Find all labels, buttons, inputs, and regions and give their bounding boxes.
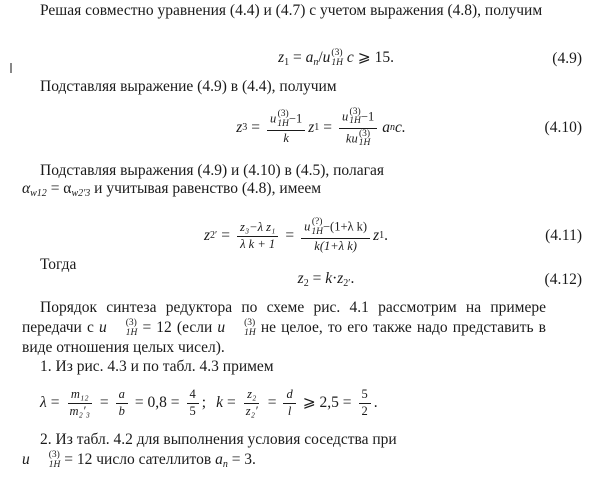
equation-4-9 [22,46,590,72]
paragraph-3-text-a: Подставляя выражения (4.9) и (4.10) в (4.5), полагая [40,162,384,179]
paragraph-7: 2. Из табл. 4.2 для выполнения условия соседства при u (3) 1H = 12 число сателлитов $a_n = 3$. [22,431,397,471]
paragraph-6 [22,358,546,376]
eq410-fraction-1: u (3) 1H −1 k [267,110,305,146]
paragraph-5: Порядок синтеза редуктора по схеме рис. 4.1 рассмотрим на примере передачи с u (3) 1H = 12 (если u (3) 1H не целое, то его также надо представить в виде отношения целых чисел). [22,299,547,357]
paragraph-1-text: Решая совместно уравнения (4.4) и (4.7) с учетом выражения (4.8), получим [40,2,543,19]
paragraph-4-text: Тогда [40,256,77,273]
eq-number-4-12: (4.12) [544,271,582,289]
eq411-fraction-2: u (?) 1H −(1+λ k) k(1+λ k) [301,218,370,254]
eq410-fraction-2: u (3) 1H −1 ku (3) 1H [339,108,377,149]
eq410-body: z 3 = u (3) 1H −1 k z 1 = u (3) 1H −1 ku (3) 1H a n c. [236,106,406,148]
eq411-fraction-1: $\frac{\text{z₃−λ z₁}}{\text{λ k + 1}}$ [237,221,278,252]
paragraph-1 [22,2,546,20]
paragraph-2 [22,78,546,96]
equation-lambda [22,380,590,426]
eq49-body: $z_1 = a_n/u$ (3) 1H c ⩾ 15. [278,48,394,69]
eq-number-4-10: (4.10) [544,119,582,137]
paragraph-6-text: 1. Из рис. 4.3 и по табл. 4.3 примем [40,358,274,375]
eq-number-4-9: (4.9) [552,50,582,68]
eq411-body: z 2′ = $\frac{\text{z₃−λ z₁}}{\text{λ k + 1}}$ = u (?) 1H −(1+λ k) k(1+λ k) z 1 . [203,217,389,254]
paragraph-3: Подставляя выражения (4.9) и (4.10) в (4.5), полагая $\alpha_{w12} = \alpha_{w2'3}$ и учитывая равенство (4.8), имеем [22,162,384,199]
equation-4-12 [22,267,590,293]
equation-4-11 [22,210,590,262]
eq-number-4-11: (4.11) [545,227,582,245]
eq412-body: $z_2 = k\cdot z_{2'}$. [297,270,355,290]
equation-4-10 [22,102,590,154]
eqlam-body: λ = $\frac{\text{m₁₂}}{\text{m₂′₃}}$ = $\frac{a}{b}$ = 0,8 = $\frac{4}{5}$ ; k = $\frac{\text{z₂}}{\text{z₂′}}$ = $\frac{d}{l}$ ⩾ 2,5 = $\frac{5}{2}$ . [40,386,378,418]
margin-mark [10,63,12,73]
paragraph-2-text: Подставляя выражение (4.9) в (4.4), получим [40,78,337,95]
